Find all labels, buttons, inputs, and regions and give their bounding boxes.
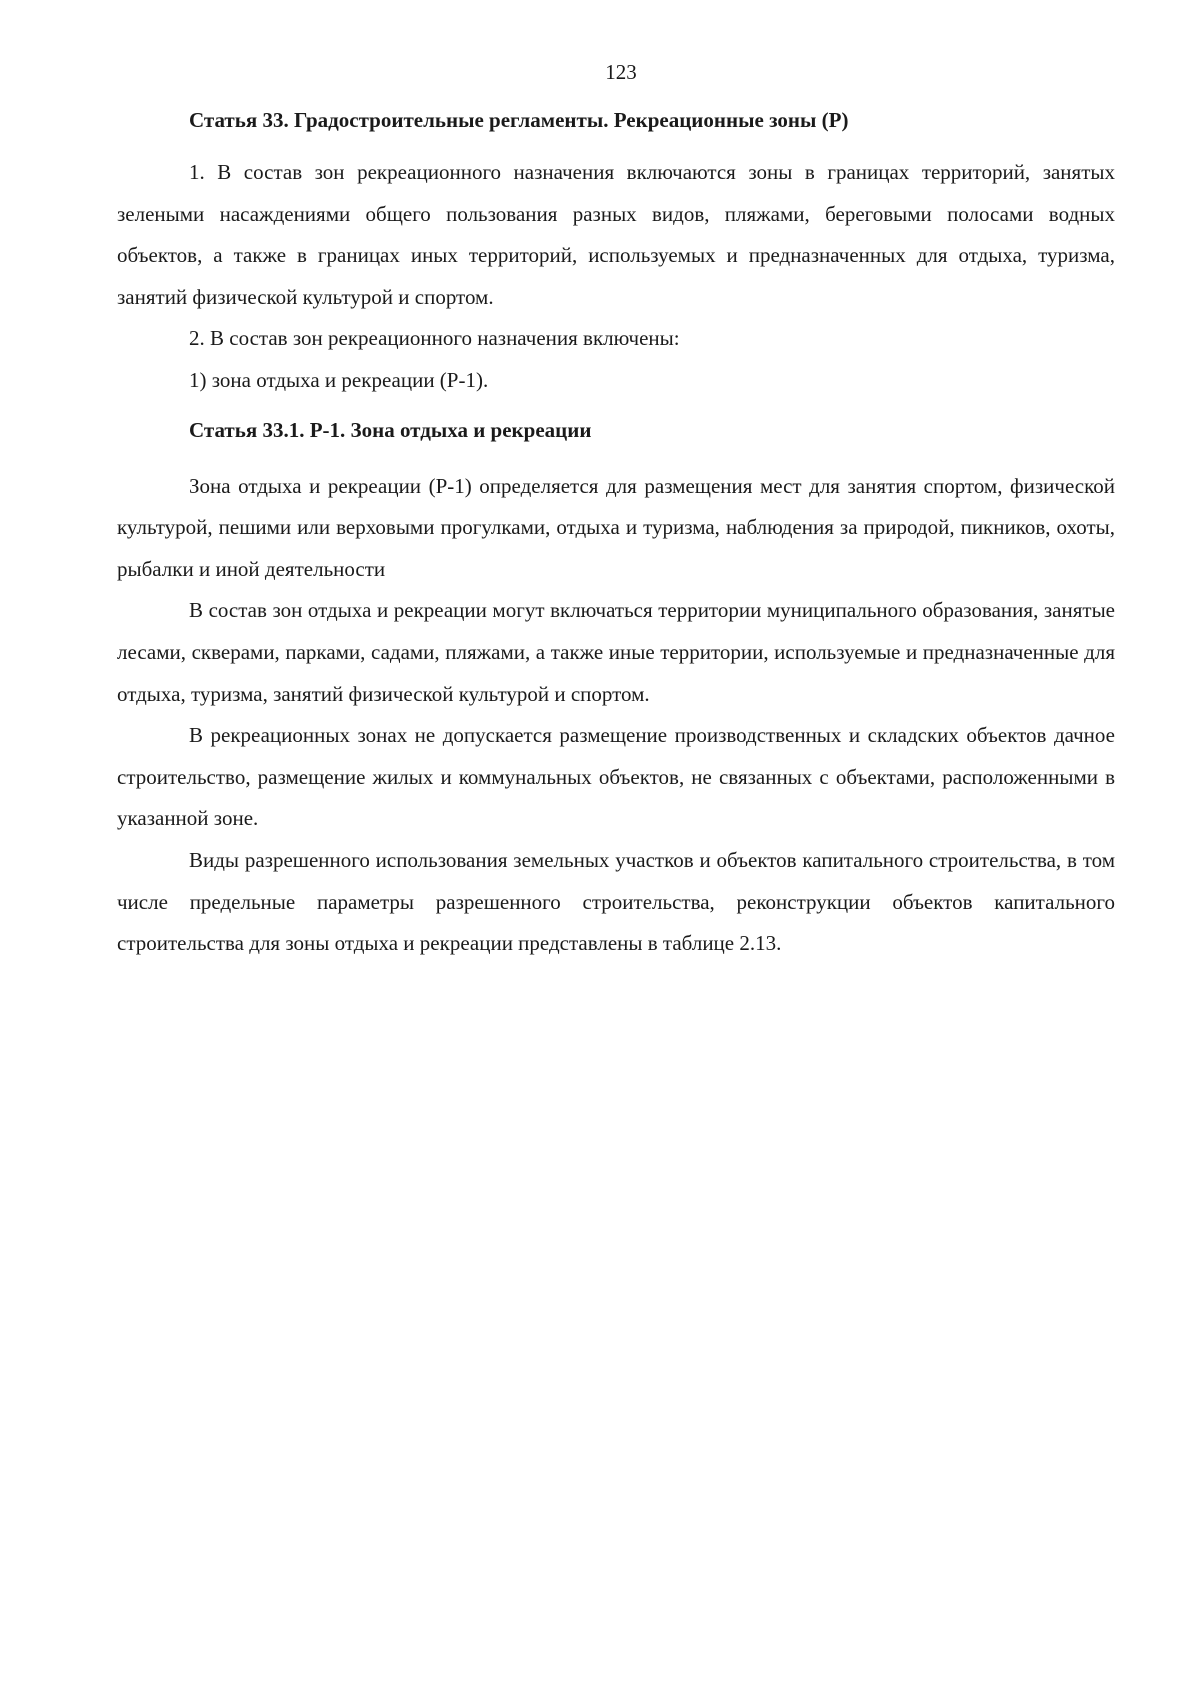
article-33-1-paragraph-2: В состав зон отдыха и рекреации могут включаться территории муниципального образования, занятые лесами, скверами, парками, садами, пляжами, а также иные территории, используемые и предназначенные для отдыха, туризма, занятий физической культурой и спортом. [117, 598, 1115, 706]
article-33-1-paragraph-1: Зона отдыха и рекреации (Р-1) определяется для размещения мест для занятия спортом, физической культурой, пешими или верховыми прогулками, отдыха и туризма, наблюдения за природой, пикников, охоты, рыбалки и иной деятельности [117, 473, 1115, 581]
article-33-1-title: Статья 33.1. Р-1. Зона отдыха и рекреации [189, 417, 592, 442]
article-33-list-item-1: 1) зона отдыха и рекреации (Р-1). [189, 367, 489, 392]
article-33-1-paragraph-3: В рекреационных зонах не допускается размещение производственных и складских объектов дачное строительство, размещение жилых и коммунальных объектов, не связанных с объектами, расположенными в указанной зоне. [117, 723, 1115, 831]
page-number: 123 [605, 60, 637, 84]
article-33-title: Статья 33. Градостроительные регламенты. Рекреационные зоны (Р) [189, 108, 849, 132]
article-33-paragraph-1: 1. В состав зон рекреационного назначения включаются зоны в границах территорий, занятых зелеными насаждениями общего пользования разных видов, пляжами, береговыми полосами водных объектов, а также в границах иных территорий, используемых и предназначенных для отдыха, туризма, занятий физической культурой и спортом. [117, 160, 1115, 309]
article-33-1-paragraph-4: Виды разрешенного использования земельных участков и объектов капитального строительства, в том числе предельные параметры разрешенного строительства, реконструкции объектов капитального строительства для зоны отдыха и рекреации представлены в таблице 2.13. [117, 847, 1115, 956]
article-33-paragraph-2: 2. В состав зон рекреационного назначения включены: [189, 326, 680, 351]
